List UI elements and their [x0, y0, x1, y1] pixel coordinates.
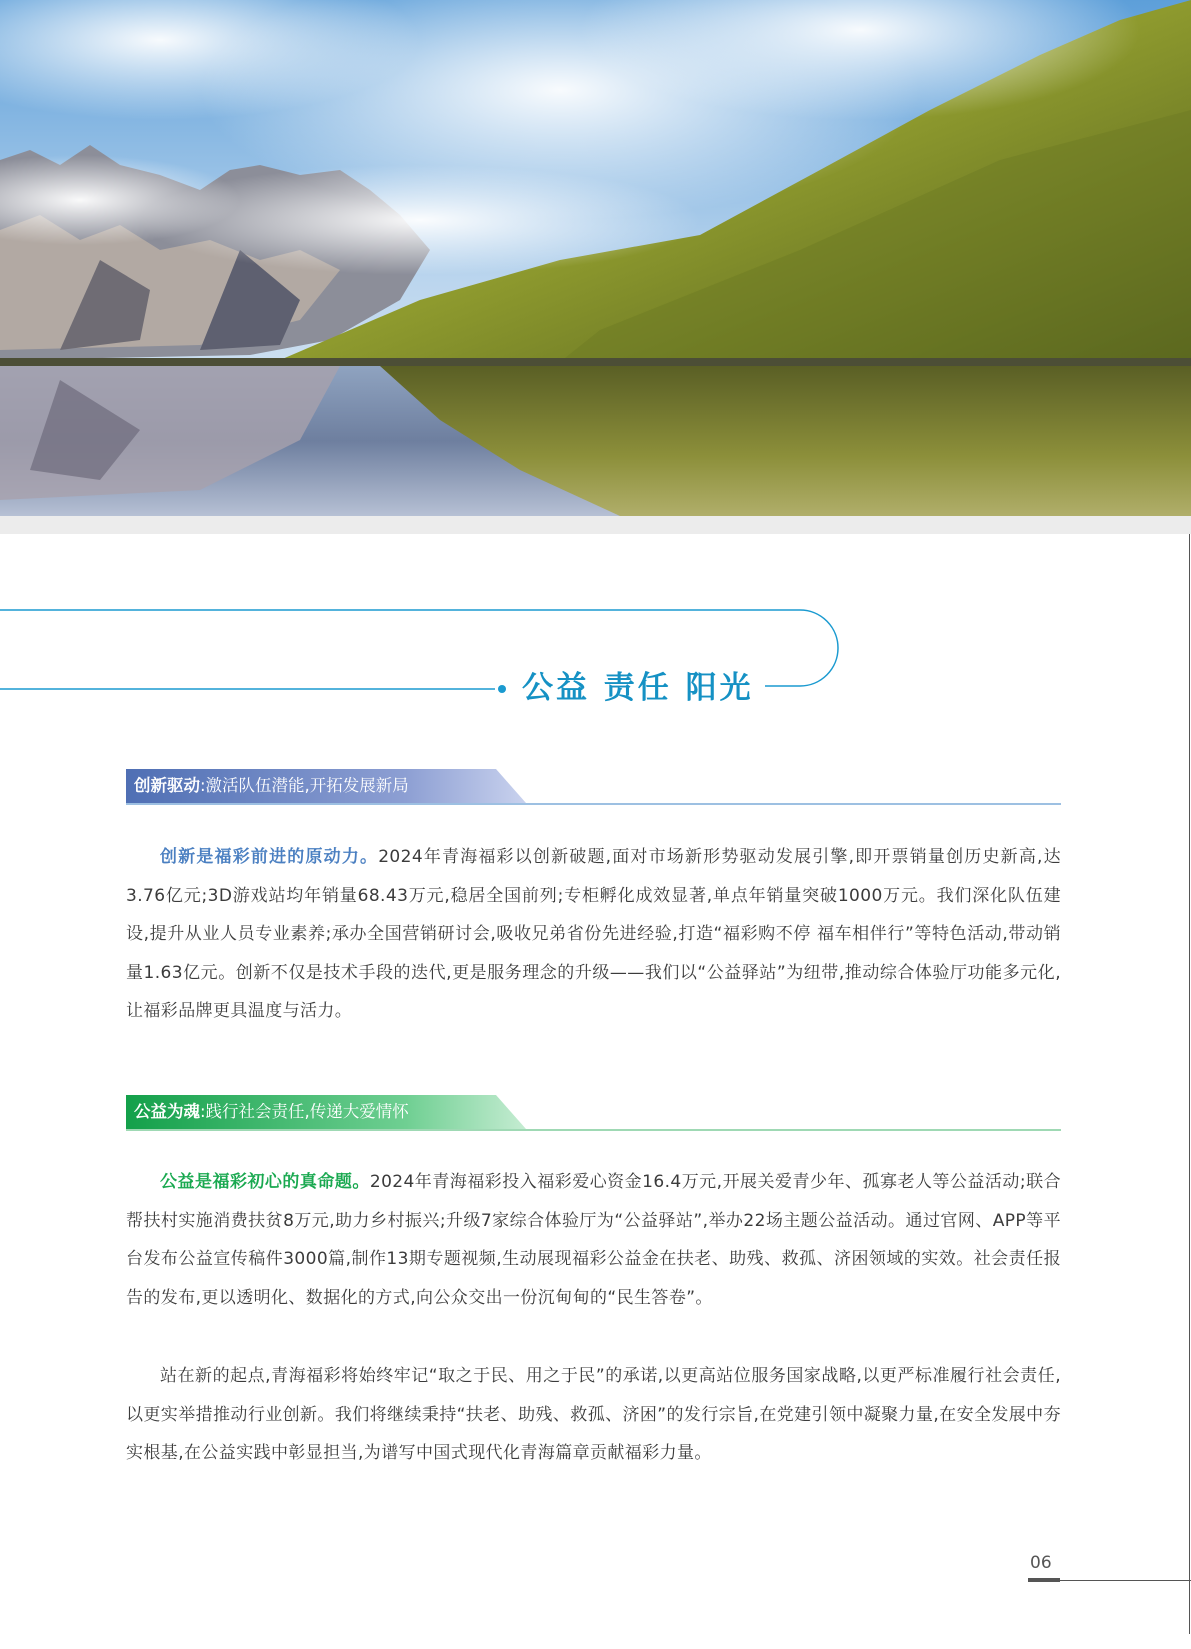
section-heading-public-welfare: [126, 1095, 1061, 1131]
paragraph-lead: 公益是福彩初心的真命题。: [160, 1172, 370, 1192]
section-paragraph-innovation: [126, 838, 1061, 1031]
hero-landscape-photo: [0, 0, 1191, 516]
section-heading-rule: [126, 803, 1061, 805]
section-heading-bold: 创新驱动: [134, 776, 200, 795]
section-heading-bold: 公益为魂: [134, 1102, 200, 1121]
page-frame-line: [1189, 534, 1190, 1634]
slogan-title: 公益 责任 阳光: [522, 670, 754, 706]
section-heading-text: [126, 769, 409, 803]
paragraph-body: 2024年青海福彩以创新破题,面对市场新形势驱动发展引擎,即开票销量创历史新高,达3.76亿元;3D游戏站均年销量68.43万元,稳居全国前列;专柜孵化成效显著,单点年销量突破1000万元。我们深化队伍建设,提升从业人员专业素养;承办全国营销研讨会,吸收兄弟省份先进经验,打造“福彩购不停 福车相伴行”等特色活动,带动销量1.63亿元。创新不仅是技术手段的迭代,更是服务理念的升级——我们以“公益驿站”为纽带,推动综合体验厅功能多元化,让福彩品牌更具温度与活力。: [126, 847, 1061, 1021]
section-heading-innovation: [126, 769, 1061, 805]
paragraph-lead: 创新是福彩前进的原动力。: [160, 847, 379, 867]
section-heading-text: [126, 1095, 409, 1129]
closing-paragraph: 站在新的起点,青海福彩将始终牢记“取之于民、用之于民”的承诺,以更高站位服务国家战略,以更严标准履行社会责任,以更实举措推动行业创新。我们将继续秉持“扶老、助残、救孤、济困”的发行宗旨,在党建引领中凝聚力量,在安全发展中夯实根基,在公益实践中彰显担当,为谱写中国式现代化青海篇章贡献福彩力量。: [126, 1366, 1061, 1463]
page-number-marker: [1028, 1578, 1060, 1582]
page-number: 06: [1030, 1553, 1052, 1573]
section-heading-rest: :践行社会责任,传递大爱情怀: [200, 1102, 409, 1121]
section-paragraph-public-welfare: [126, 1163, 1061, 1317]
paragraph-body: 2024年青海福彩投入福彩爱心资金16.4万元,开展关爱青少年、孤寡老人等公益活动;联合帮扶村实施消费扶贫8万元,助力乡村振兴;升级7家综合体验厅为“公益驿站”,举办22场主题公益活动。通过官网、APP等平台发布公益宣传稿件3000篇,制作13期专题视频,生动展现福彩公益金在扶老、助残、救孤、济困领域的实效。社会责任报告的发布,更以透明化、数据化的方式,向公众交出一份沉甸甸的“民生答卷”。: [126, 1172, 1061, 1308]
section-heading-rest: :激活队伍潜能,开拓发展新局: [200, 776, 409, 795]
section-heading-rule: [126, 1129, 1061, 1131]
hero-bottom-strip: [0, 516, 1191, 534]
